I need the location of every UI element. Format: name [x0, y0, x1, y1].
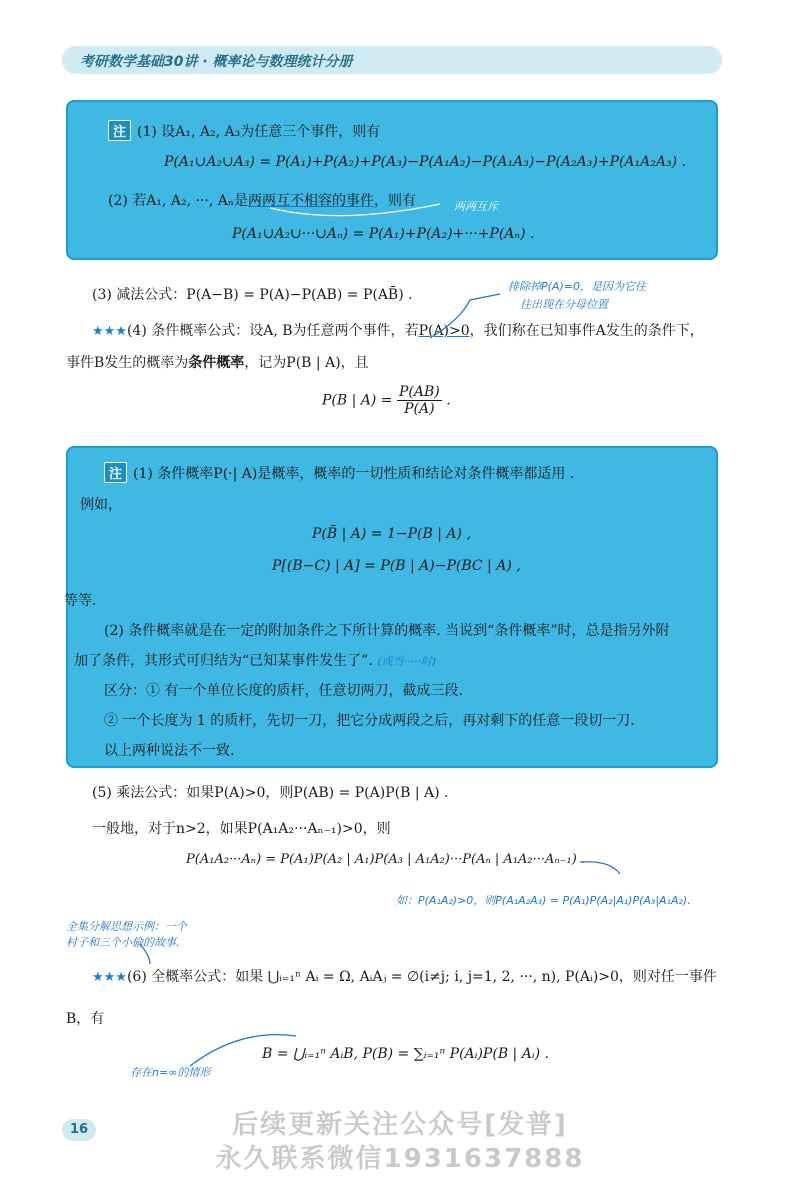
star-rating-icon: ★★★: [92, 324, 127, 339]
multiplication-line2: 一般地，对于n>2，如果P(A₁A₂···Aₙ₋₁)>0，则: [92, 821, 391, 837]
multiplication-handwriting: 如：P(A₁A₂)>0，则P(A₁A₂A₃) = P(A₁)P(A₂|A₁)P(A₃|A₁A₂).: [396, 894, 691, 907]
conditional-fraction-denominator: P(A): [404, 401, 435, 417]
note2-line4: (2) 条件概率就是在一定的附加条件之下所计算的概率. 当说到“条件概率”时，总是指另外附: [104, 623, 670, 639]
conditional-line2-post: ，记为P(B | A)，且: [244, 355, 369, 371]
note1-formula1: P(A₁∪A₂∪A₃) = P(A₁)+P(A₂)+P(A₃)−P(A₁A₂)−P(A₁A₃)−P(A₂A₃)+P(A₁A₂A₃) .: [164, 154, 686, 170]
note2-handwriting: (或当·····时): [377, 655, 437, 668]
total-handwriting: 存在n=∞的情形: [130, 1066, 211, 1079]
note2-line8: 以上两种说法不一致.: [104, 743, 235, 759]
note2-line1-text: (1) 条件概率P(·| A)是概率，概率的一切性质和结论对条件概率都适用 .: [133, 466, 575, 482]
note1-handwriting: 两两互斥: [454, 200, 498, 213]
note1-line2-pre: (2) 若A₁, A₂, ···, Aₙ是: [108, 193, 248, 209]
subtraction-hand-line2: 往出现在分母位置: [520, 298, 608, 311]
note1-formula2: P(A₁∪A₂∪···∪Aₙ) = P(A₁)+P(A₂)+···+P(Aₙ) .: [232, 226, 535, 242]
total-formula: B = ⋃ᵢ₌₁ⁿ AᵢB, P(B) = ∑ᵢ₌₁ⁿ P(Aᵢ)P(B | Aᵢ) .: [262, 1046, 550, 1062]
conditional-line2-bold: 条件概率: [188, 355, 245, 371]
subtraction-formula: (3) 减法公式：P(A−B) = P(A)−P(AB) = P(AB̄) .: [92, 287, 413, 303]
total-line1-text: (6) 全概率公式：如果 ⋃ᵢ₌₁ⁿ Aᵢ = Ω, AᵢAⱼ = ∅(i≠j; i, j=1, 2, ···, n), P(Aᵢ)>0，则对任一事件: [126, 969, 717, 985]
arrow-total-probability: [140, 944, 150, 964]
conditional-line1-pre: (4) 条件概率公式：设A, B为任意两个事件，若: [126, 323, 419, 339]
conditional-line1-underlined: P(A)>0: [418, 323, 470, 339]
total-hand-line2: 村子和三个小偷的故事.: [66, 936, 180, 949]
note2-line2: 例如，: [80, 497, 122, 513]
conditional-formula-end: .: [446, 392, 451, 409]
total-line2: B，有: [66, 1011, 105, 1027]
note2-line6: 区分：① 有一个单位长度的质杆，任意切两刀，截成三段.: [104, 683, 463, 699]
note1-line2-underlined: 两两互不相容的事件: [247, 193, 374, 209]
watermark-line1: 后续更新关注公众号[发普]: [232, 1110, 568, 1140]
star-rating-icon-2: ★★★: [92, 970, 127, 985]
conditional-line2-pre: 事件B发生的概率为: [66, 355, 189, 371]
conditional-fraction-numerator: P(AB): [399, 384, 440, 400]
watermark-line2: 永久联系微信1931637888: [215, 1144, 585, 1174]
conditional-formula-lhs: P(B | A) =: [322, 392, 393, 409]
note2-formula2: P[(B−C) | A] = P(B | A)−P(BC | A) ,: [272, 558, 521, 574]
arrow-note1: [270, 204, 440, 216]
multiplication-line1: (5) 乘法公式：如果P(A)>0，则P(AB) = P(A)P(B | A) .: [92, 785, 449, 801]
note2-formula1: P(B̄ | A) = 1−P(B | A) ,: [312, 526, 471, 542]
note1-line2-post: ，则有: [373, 193, 416, 209]
note2-line3: 等等.: [64, 593, 97, 609]
conditional-line1-post: ，我们称在已知事件A发生的条件下，: [469, 323, 704, 339]
arrow-infinity-case: [190, 1035, 296, 1066]
note2-line7: ② 一个长度为 1 的质杆，先切一刀，把它分成两段之后，再对剩下的任意一段切一刀.: [104, 713, 635, 729]
page-number: 16: [62, 1119, 96, 1141]
subtraction-hand-line1: 排除掉P(A)=0，是因为它往: [508, 280, 646, 293]
arrow-multiplication: [580, 862, 620, 874]
note1-line1-text: (1) 设A₁, A₂, A₃为任意三个事件，则有: [137, 124, 381, 140]
note1-tag: 注: [108, 120, 131, 141]
total-hand-line1: 全集分解思想示例：一个: [66, 920, 187, 933]
header-title: 考研数学基础30讲 · 概率论与数理统计分册: [80, 54, 353, 70]
note2-tag: 注: [104, 462, 127, 483]
arrow-subtraction: [430, 294, 500, 338]
note2-line5-text: 加了条件，其形式可归结为“已知某事件发生了”.: [74, 653, 373, 669]
multiplication-formula: P(A₁A₂···Aₙ) = P(A₁)P(A₂ | A₁)P(A₃ | A₁A₂)···P(Aₙ | A₁A₂···Aₙ₋₁) .: [186, 852, 586, 867]
